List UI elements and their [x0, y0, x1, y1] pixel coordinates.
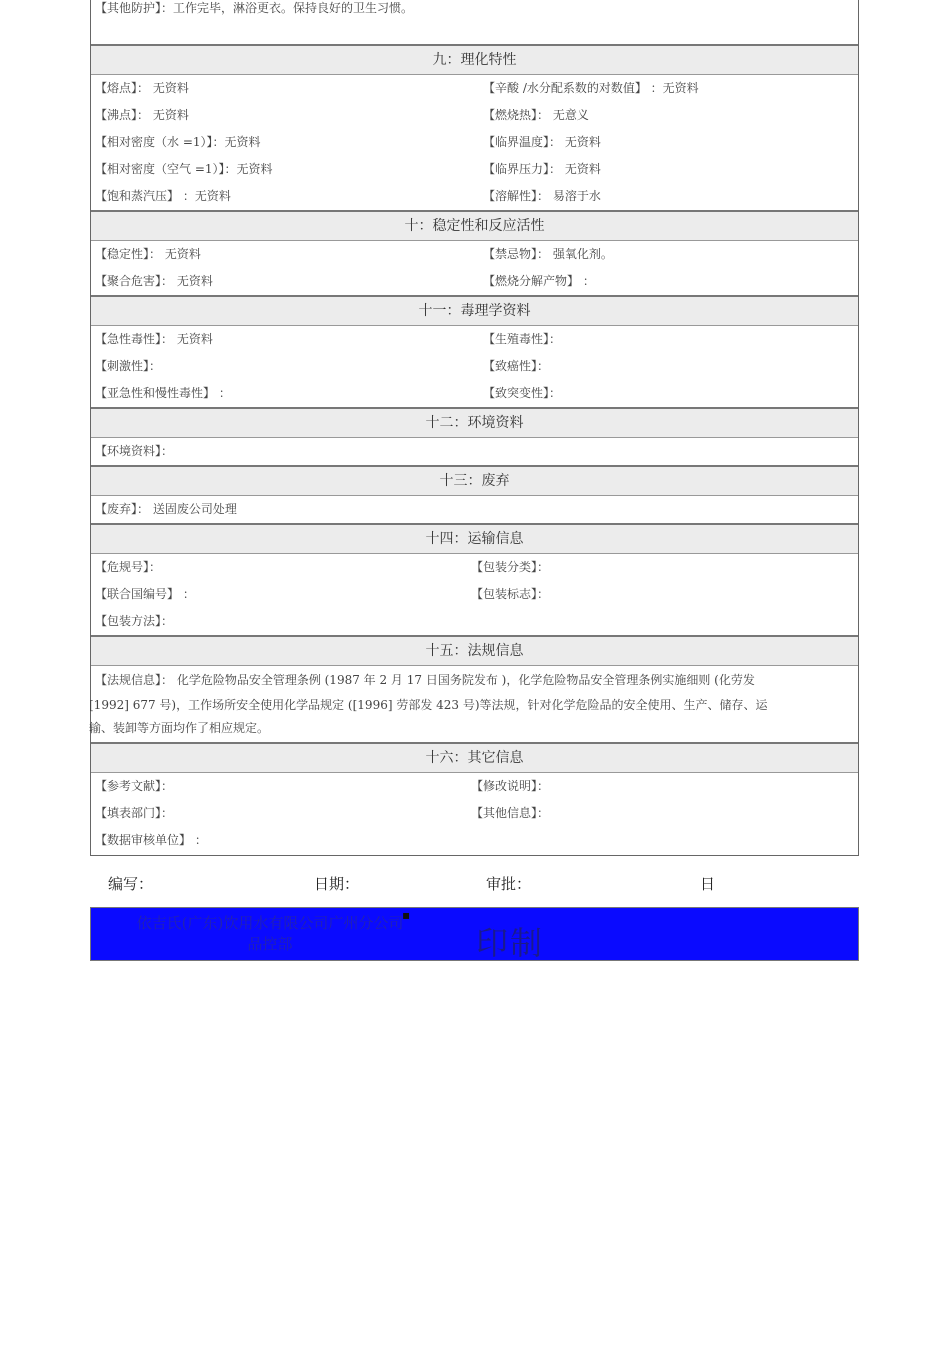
section-9-title: 九：理化特性: [91, 44, 858, 75]
other-protection-text: 【其他防护】：工作完毕，淋浴更衣。保持良好的卫生习惯。: [95, 1, 414, 15]
dot-mark: ▪: [402, 908, 411, 922]
table-row: 【包装方法】：: [95, 614, 174, 628]
table-row: 【饱和蒸汽压】 ：无资料 【溶解性】： 易溶于水: [95, 189, 601, 203]
table-row: 【相对密度（水 =1）】：无资料 【临界温度】： 无资料: [95, 135, 601, 149]
section-10-body: [91, 241, 858, 295]
table-row: 【熔点】： 无资料 【辛酸 /水分配系数的对数值】 ：无资料: [95, 81, 699, 95]
table-row: 【参考文献】： 【修改说明】：: [95, 779, 550, 793]
section-16-body: [91, 773, 858, 855]
table-row: 【危规号】： 【包装分类】：: [95, 560, 550, 574]
writer-label: 编写：: [108, 875, 154, 893]
table-row: 【稳定性】： 无资料 【禁忌物】： 强氧化剂。: [95, 247, 613, 261]
table-row: 【联合国编号】 ： 【包装标志】：: [95, 587, 550, 601]
table-row: 【沸点】： 无资料 【燃烧热】： 无意义: [95, 108, 589, 122]
table-row: 【环境资料】：: [95, 444, 174, 458]
section-16-title: 十六：其它信息: [91, 742, 858, 773]
table-row: 【亚急性和慢性毒性】 ： 【致突变性】：: [95, 386, 562, 400]
print-stamp-bar: [90, 907, 859, 961]
row-other-protection: [91, 0, 858, 44]
print-label: 印制: [476, 924, 545, 961]
section-12-title: 十二：环境资料: [91, 407, 858, 438]
section-13-title: 十三：废弃: [91, 465, 858, 496]
table-row: 【刺激性】： 【致癌性】：: [95, 359, 550, 373]
section-11-title: 十一：毒理学资料: [91, 295, 858, 326]
signature-line: [0, 873, 950, 895]
approve-label: 审批：: [486, 875, 532, 893]
msds-sheet: [90, 0, 859, 856]
section-14-title: 十四：运输信息: [91, 523, 858, 554]
section-9-body: [91, 75, 858, 210]
section-11-body: [91, 326, 858, 407]
table-row: 【废弃】： 送固废公司处理: [95, 502, 237, 516]
table-row: 【急性毒性】： 无资料 【生殖毒性】：: [95, 332, 562, 346]
day-label: 日: [700, 875, 716, 893]
regulation-paragraph: 【法规信息】： 化学危险物品安全管理条例 (1987 年 2 月 17 日国务院发布 )，化学危险物品安全管理条例实施细则 (化劳发 [1992] 677 号)，工作场所安全使用化学品规定 ([1996] 劳部发 423 号)等法规，针对化学危险品的安全使用、生产、储存、运 输、装卸等方面均作了相应规定。: [89, 673, 768, 735]
section-14-body: [91, 554, 858, 635]
section-15-title: 十五：法规信息: [91, 635, 858, 666]
date-label: 日期：: [314, 875, 360, 893]
table-row: 【数据审核单位】 ：: [95, 833, 207, 847]
section-10-title: 十：稳定性和反应活性: [91, 210, 858, 241]
table-row: 【填表部门】： 【其他信息】：: [95, 806, 550, 820]
table-row: 【相对密度（空气 =1）】：无资料 【临界压力】： 无资料: [95, 162, 601, 176]
company-name: 依吉氏(广东)饮用水有限公司广州分公司 品控部: [136, 914, 404, 953]
table-row: 【聚合危害】： 无资料 【燃烧分解产物】 ：: [95, 274, 595, 288]
